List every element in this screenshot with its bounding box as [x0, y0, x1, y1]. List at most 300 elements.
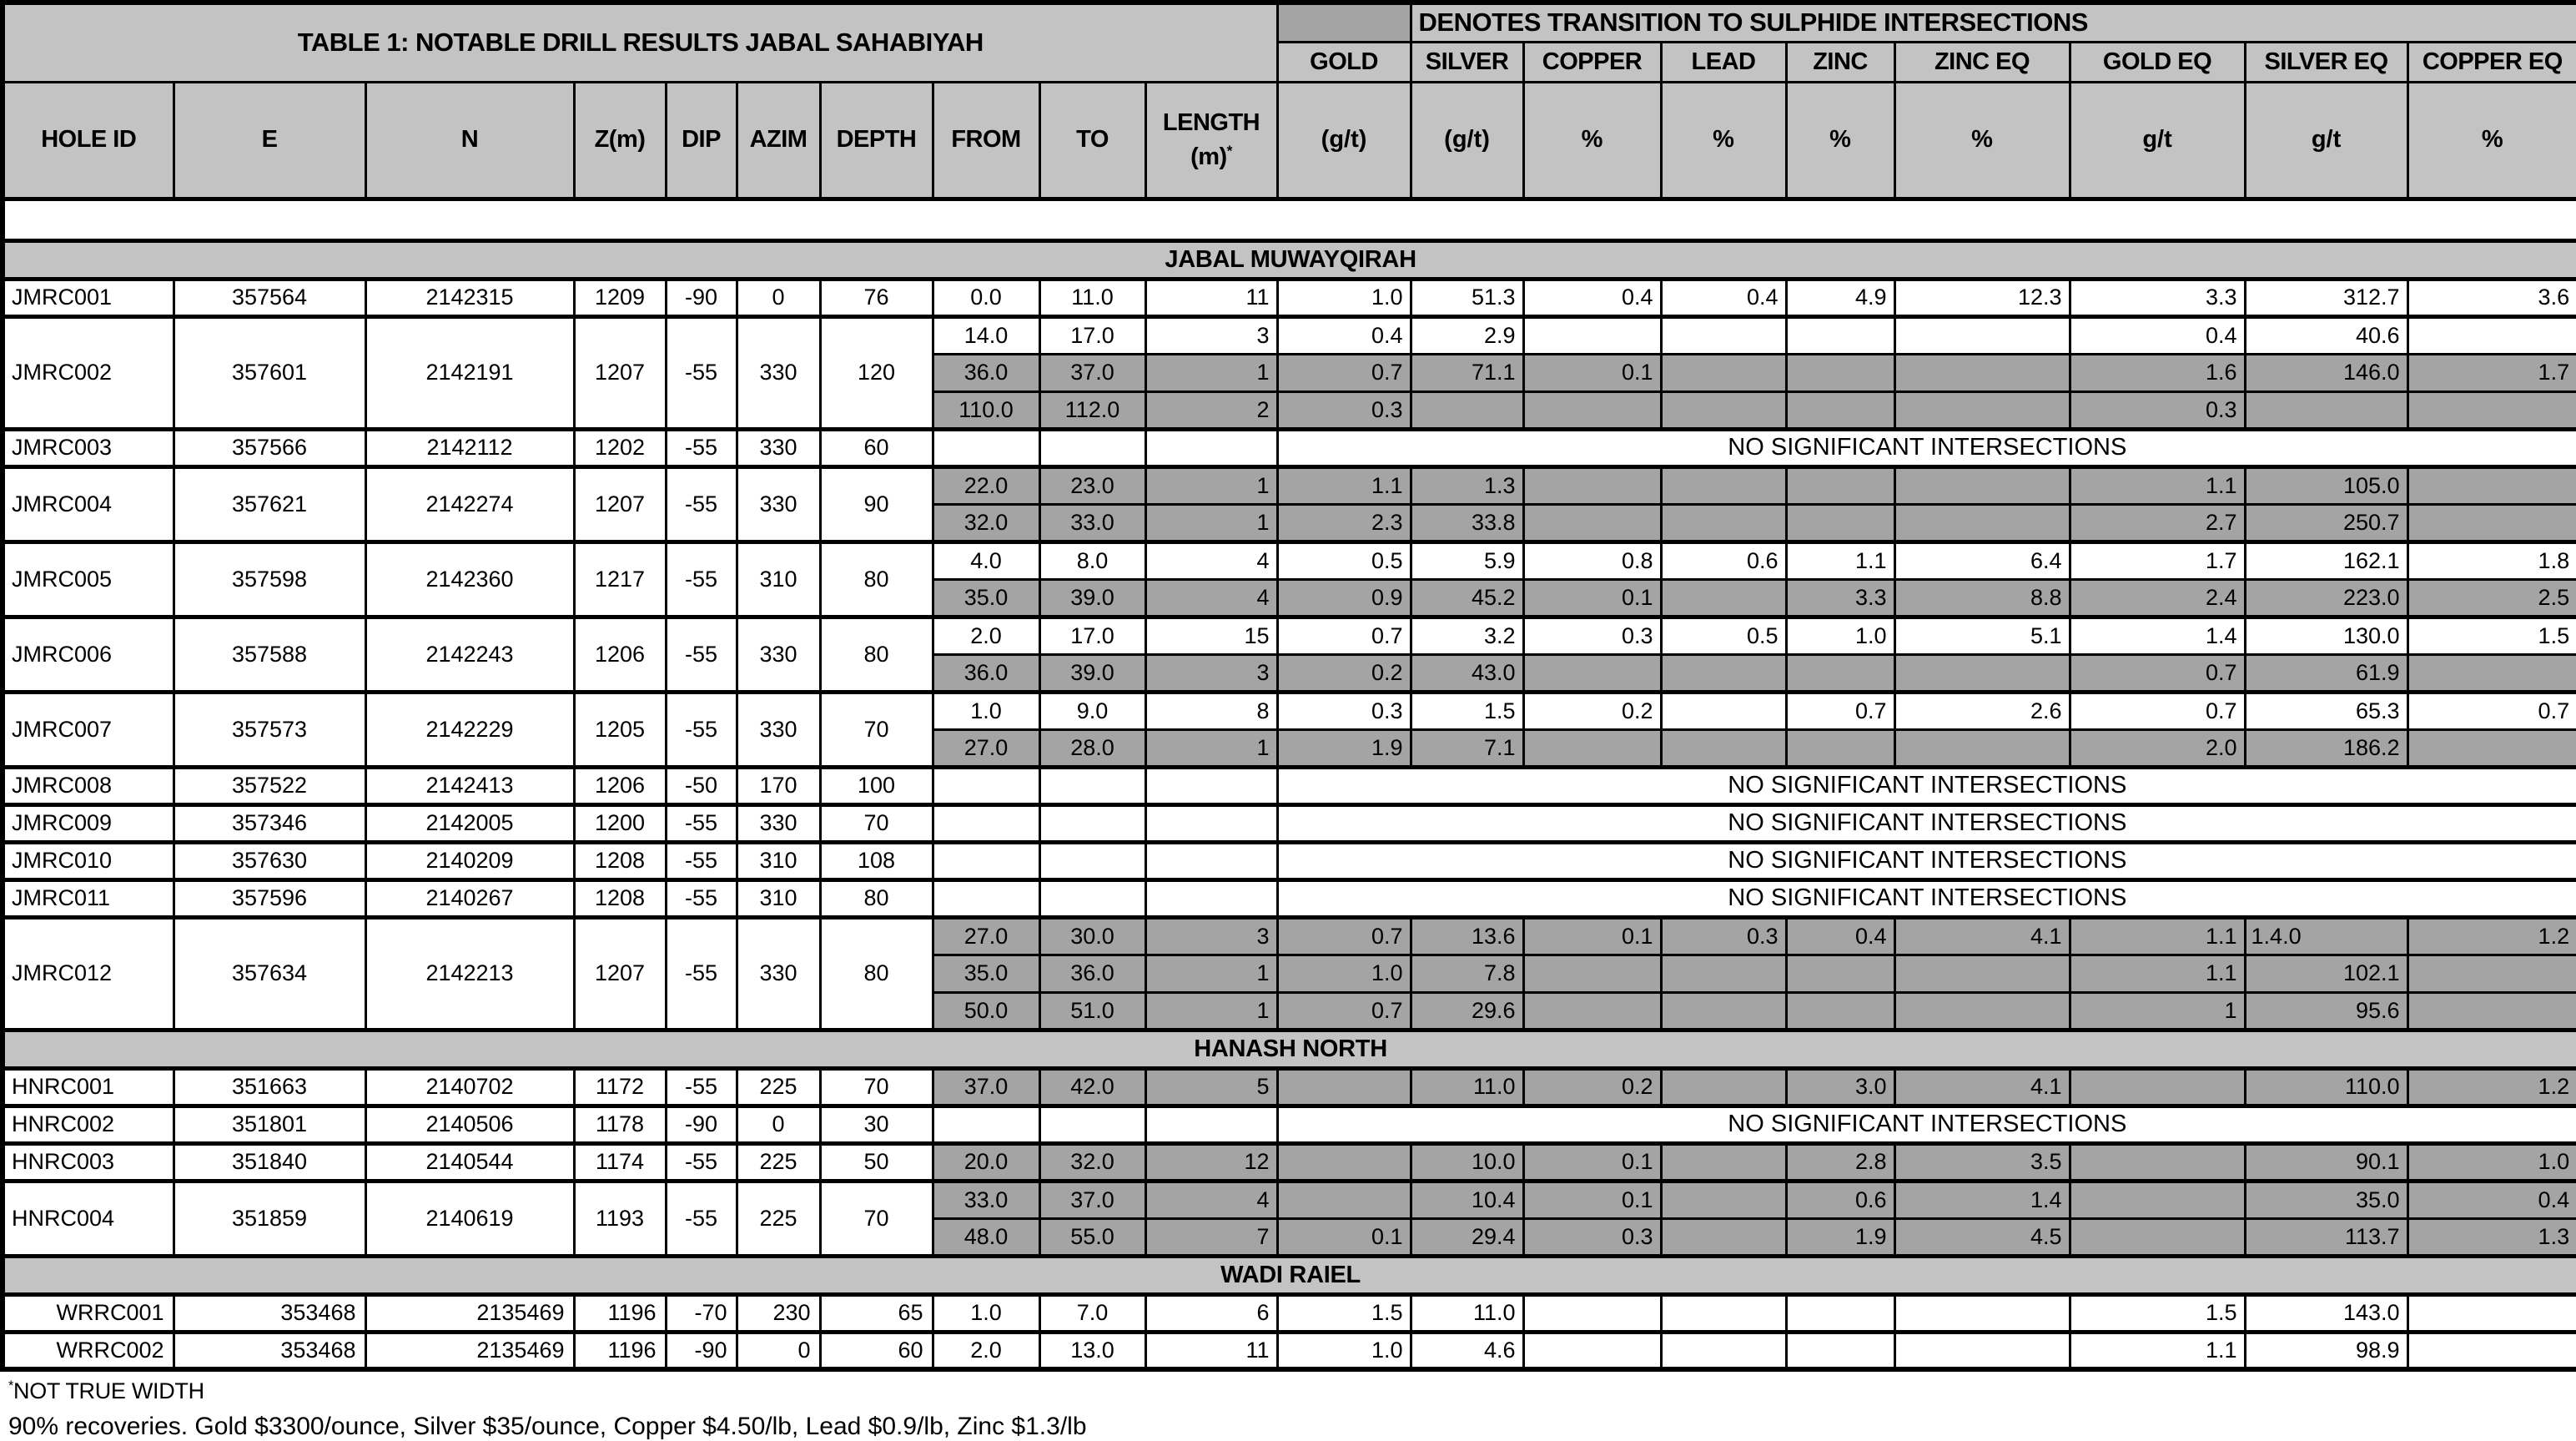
- cell-azimuth: 310: [737, 542, 820, 617]
- cell-assay-copper: 0.2: [1523, 1068, 1661, 1106]
- cell-depth: 80: [820, 917, 933, 1030]
- cell-assay-lead: [1661, 391, 1786, 429]
- column-header-7: FROM: [933, 82, 1039, 199]
- cell-assay-silver: 13.6: [1411, 917, 1523, 955]
- cell-length: 1: [1145, 955, 1277, 992]
- cell-assay-gold-eq: 1.6: [2070, 354, 2245, 391]
- cell-assay-silver-eq: 110.0: [2245, 1068, 2407, 1106]
- cell-assay-zinc-eq: [1894, 1294, 2070, 1332]
- column-header-6: DEPTH: [820, 82, 933, 199]
- cell-to: 36.0: [1039, 955, 1145, 992]
- cell-to: [1039, 804, 1145, 842]
- cell-assay-lead: [1661, 955, 1786, 992]
- cell-hole-id: HNRC002: [3, 1106, 174, 1143]
- cell-assay-zinc: 1.1: [1786, 542, 1894, 579]
- cell-assay-zinc-eq: [1894, 391, 2070, 429]
- cell-from: 20.0: [933, 1143, 1039, 1181]
- cell-assay-zinc-eq: [1894, 729, 2070, 767]
- cell-northing: 2142213: [365, 917, 574, 1030]
- cell-assay-copper: 0.1: [1523, 917, 1661, 955]
- cell-assay-zinc: [1786, 354, 1894, 391]
- cell-assay-zinc: 2.8: [1786, 1143, 1894, 1181]
- table-row: [3, 617, 2576, 654]
- cell-length: 4: [1145, 1181, 1277, 1218]
- cell-assay-gold-eq: 2.4: [2070, 579, 2245, 617]
- cell-assay-gold: 0.9: [1277, 579, 1411, 617]
- no-significant-intersections: NO SIGNIFICANT INTERSECTIONS: [1277, 429, 2576, 466]
- cell-assay-lead: [1661, 466, 1786, 504]
- cell-length: 15: [1145, 617, 1277, 654]
- no-significant-intersections: NO SIGNIFICANT INTERSECTIONS: [1277, 804, 2576, 842]
- cell-dip: -50: [666, 767, 737, 804]
- cell-length: 4: [1145, 579, 1277, 617]
- cell-hole-id: JMRC008: [3, 767, 174, 804]
- cell-assay-gold: 0.7: [1277, 354, 1411, 391]
- cell-assay-silver: 7.1: [1411, 729, 1523, 767]
- cell-length: [1145, 879, 1277, 917]
- unit-header-zinc: %: [1786, 82, 1894, 199]
- cell-assay-zinc: [1786, 1294, 1894, 1332]
- cell-elevation: 1174: [574, 1143, 666, 1181]
- cell-assay-lead: [1661, 504, 1786, 542]
- cell-assay-gold-eq: [2070, 1143, 2245, 1181]
- table-row: [3, 1143, 2576, 1181]
- cell-depth: 65: [820, 1294, 933, 1332]
- cell-length: 3: [1145, 917, 1277, 955]
- cell-length: 1: [1145, 992, 1277, 1030]
- cell-dip: -55: [666, 429, 737, 466]
- unit-header-copper: %: [1523, 82, 1661, 199]
- cell-assay-gold: 1.5: [1277, 1294, 1411, 1332]
- cell-assay-lead: 0.5: [1661, 617, 1786, 654]
- cell-assay-zinc: [1786, 391, 1894, 429]
- cell-to: 39.0: [1039, 579, 1145, 617]
- cell-azimuth: 225: [737, 1068, 820, 1106]
- cell-assay-lead: [1661, 654, 1786, 692]
- table-row: [3, 199, 2576, 240]
- cell-depth: 60: [820, 429, 933, 466]
- cell-elevation: 1209: [574, 279, 666, 316]
- cell-hole-id: JMRC012: [3, 917, 174, 1030]
- cell-depth: 100: [820, 767, 933, 804]
- cell-assay-zinc: [1786, 955, 1894, 992]
- cell-assay-copper: [1523, 1332, 1661, 1369]
- metal-header-silver-eq: SILVER EQ: [2245, 42, 2407, 82]
- cell-hole-id: JMRC002: [3, 316, 174, 429]
- cell-length: 1: [1145, 466, 1277, 504]
- cell-assay-silver-eq: 146.0: [2245, 354, 2407, 391]
- cell-assay-lead: [1661, 1332, 1786, 1369]
- cell-assay-lead: 0.6: [1661, 542, 1786, 579]
- cell-from: 35.0: [933, 955, 1039, 992]
- cell-azimuth: 310: [737, 842, 820, 879]
- cell-depth: 108: [820, 842, 933, 879]
- cell-assay-zinc: 1.0: [1786, 617, 1894, 654]
- spacer-row-cell: [3, 199, 2576, 240]
- cell-hole-id: JMRC006: [3, 617, 174, 692]
- unit-header-silver: (g/t): [1411, 82, 1523, 199]
- cell-elevation: 1178: [574, 1106, 666, 1143]
- cell-depth: 70: [820, 1068, 933, 1106]
- cell-to: 32.0: [1039, 1143, 1145, 1181]
- cell-dip: -55: [666, 1143, 737, 1181]
- cell-assay-lead: [1661, 729, 1786, 767]
- cell-assay-copper-eq: [2407, 992, 2576, 1030]
- cell-elevation: 1207: [574, 466, 666, 542]
- cell-length: [1145, 1106, 1277, 1143]
- cell-easting: 357588: [174, 617, 365, 692]
- cell-elevation: 1208: [574, 879, 666, 917]
- cell-dip: -55: [666, 692, 737, 767]
- cell-assay-silver: 29.4: [1411, 1218, 1523, 1256]
- cell-assay-copper-eq: [2407, 1332, 2576, 1369]
- cell-assay-lead: [1661, 354, 1786, 391]
- footnotes: [8, 1378, 2576, 1441]
- cell-assay-copper: 0.3: [1523, 1218, 1661, 1256]
- metal-header-zinc: ZINC: [1786, 42, 1894, 82]
- cell-azimuth: 0: [737, 1106, 820, 1143]
- cell-from: 27.0: [933, 729, 1039, 767]
- cell-assay-copper: [1523, 391, 1661, 429]
- cell-assay-zinc-eq: [1894, 354, 2070, 391]
- cell-easting: 357564: [174, 279, 365, 316]
- section-header: HANASH NORTH: [3, 1030, 2576, 1068]
- cell-assay-lead: [1661, 1294, 1786, 1332]
- cell-depth: 80: [820, 542, 933, 617]
- cell-to: 39.0: [1039, 654, 1145, 692]
- cell-azimuth: 225: [737, 1143, 820, 1181]
- cell-elevation: 1200: [574, 804, 666, 842]
- cell-assay-gold-eq: 0.3: [2070, 391, 2245, 429]
- cell-assay-copper: 0.1: [1523, 579, 1661, 617]
- cell-assay-silver-eq: 223.0: [2245, 579, 2407, 617]
- cell-northing: 2140209: [365, 842, 574, 879]
- cell-depth: 30: [820, 1106, 933, 1143]
- cell-to: 13.0: [1039, 1332, 1145, 1369]
- cell-assay-zinc-eq: 2.6: [1894, 692, 2070, 729]
- table-row: [3, 767, 2576, 804]
- cell-assay-gold-eq: 1.1: [2070, 466, 2245, 504]
- metal-header-copper: COPPER: [1523, 42, 1661, 82]
- cell-assay-gold-eq: 0.7: [2070, 692, 2245, 729]
- cell-hole-id: JMRC007: [3, 692, 174, 767]
- cell-elevation: 1196: [574, 1332, 666, 1369]
- cell-assay-zinc: [1786, 466, 1894, 504]
- cell-easting: 351801: [174, 1106, 365, 1143]
- cell-assay-copper: 0.4: [1523, 279, 1661, 316]
- cell-assay-silver: 51.3: [1411, 279, 1523, 316]
- cell-elevation: 1208: [574, 842, 666, 879]
- cell-azimuth: 310: [737, 879, 820, 917]
- cell-elevation: 1172: [574, 1068, 666, 1106]
- cell-assay-copper: [1523, 316, 1661, 354]
- cell-northing: 2142413: [365, 767, 574, 804]
- cell-assay-gold: 0.7: [1277, 917, 1411, 955]
- cell-from: 14.0: [933, 316, 1039, 354]
- cell-to: [1039, 429, 1145, 466]
- table-row: [3, 279, 2576, 316]
- cell-assay-silver: 5.9: [1411, 542, 1523, 579]
- cell-assay-silver-eq: 61.9: [2245, 654, 2407, 692]
- cell-assay-copper-eq: [2407, 654, 2576, 692]
- table-row: [3, 1068, 2576, 1106]
- cell-to: 112.0: [1039, 391, 1145, 429]
- cell-from: 2.0: [933, 1332, 1039, 1369]
- cell-assay-gold: 0.7: [1277, 992, 1411, 1030]
- cell-assay-copper-eq: 1.0: [2407, 1143, 2576, 1181]
- cell-assay-silver-eq: 65.3: [2245, 692, 2407, 729]
- cell-assay-copper: 0.1: [1523, 354, 1661, 391]
- cell-assay-gold-eq: [2070, 1068, 2245, 1106]
- cell-to: 23.0: [1039, 466, 1145, 504]
- cell-assay-gold-eq: 1.1: [2070, 1332, 2245, 1369]
- unit-header-silver-eq: g/t: [2245, 82, 2407, 199]
- cell-dip: -55: [666, 879, 737, 917]
- cell-northing: 2142274: [365, 466, 574, 542]
- cell-assay-silver-eq: 130.0: [2245, 617, 2407, 654]
- cell-assay-gold: 0.7: [1277, 617, 1411, 654]
- cell-assay-copper: 0.8: [1523, 542, 1661, 579]
- cell-hole-id: JMRC003: [3, 429, 174, 466]
- cell-dip: -55: [666, 617, 737, 692]
- unit-header-lead: %: [1661, 82, 1786, 199]
- cell-to: 30.0: [1039, 917, 1145, 955]
- cell-assay-zinc: 0.6: [1786, 1181, 1894, 1218]
- cell-assay-gold-eq: [2070, 1218, 2245, 1256]
- cell-to: 28.0: [1039, 729, 1145, 767]
- cell-azimuth: 0: [737, 279, 820, 316]
- cell-northing: 2142360: [365, 542, 574, 617]
- cell-assay-silver-eq: 162.1: [2245, 542, 2407, 579]
- cell-assay-zinc: 3.3: [1786, 579, 1894, 617]
- cell-from: [933, 767, 1039, 804]
- cell-dip: -90: [666, 279, 737, 316]
- cell-dip: -90: [666, 1332, 737, 1369]
- cell-assay-gold: 1.0: [1277, 1332, 1411, 1369]
- cell-assay-silver: 10.0: [1411, 1143, 1523, 1181]
- cell-to: 7.0: [1039, 1294, 1145, 1332]
- cell-to: 17.0: [1039, 316, 1145, 354]
- cell-assay-copper: [1523, 1294, 1661, 1332]
- cell-assay-lead: [1661, 579, 1786, 617]
- cell-assay-gold: 1.1: [1277, 466, 1411, 504]
- cell-length: 3: [1145, 316, 1277, 354]
- cell-from: [933, 879, 1039, 917]
- cell-assay-lead: [1661, 1218, 1786, 1256]
- cell-from: 22.0: [933, 466, 1039, 504]
- cell-assay-zinc: 0.4: [1786, 917, 1894, 955]
- table-row: [3, 1030, 2576, 1068]
- cell-assay-zinc: [1786, 316, 1894, 354]
- cell-assay-copper-eq: 2.5: [2407, 579, 2576, 617]
- cell-easting: 351840: [174, 1143, 365, 1181]
- cell-length: 2: [1145, 391, 1277, 429]
- cell-northing: 2142191: [365, 316, 574, 429]
- cell-assay-copper-eq: 1.7: [2407, 354, 2576, 391]
- cell-assay-silver-eq: 95.6: [2245, 992, 2407, 1030]
- cell-from: 36.0: [933, 354, 1039, 391]
- metal-header-gold: GOLD: [1277, 42, 1411, 82]
- cell-from: 48.0: [933, 1218, 1039, 1256]
- cell-length: 1: [1145, 354, 1277, 391]
- cell-assay-copper-eq: 1.8: [2407, 542, 2576, 579]
- cell-from: 33.0: [933, 1181, 1039, 1218]
- cell-assay-copper-eq: [2407, 729, 2576, 767]
- cell-depth: 60: [820, 1332, 933, 1369]
- cell-assay-silver-eq: 90.1: [2245, 1143, 2407, 1181]
- cell-assay-zinc-eq: 8.8: [1894, 579, 2070, 617]
- cell-assay-silver: 7.8: [1411, 955, 1523, 992]
- cell-elevation: 1206: [574, 767, 666, 804]
- cell-easting: 357522: [174, 767, 365, 804]
- cell-assay-zinc: [1786, 992, 1894, 1030]
- cell-easting: 357566: [174, 429, 365, 466]
- unit-header-zinc-eq: %: [1894, 82, 2070, 199]
- cell-azimuth: 330: [737, 466, 820, 542]
- cell-easting: 351859: [174, 1181, 365, 1256]
- cell-length: 3: [1145, 654, 1277, 692]
- cell-easting: 351663: [174, 1068, 365, 1106]
- cell-assay-silver-eq: [2245, 391, 2407, 429]
- cell-assay-zinc-eq: 12.3: [1894, 279, 2070, 316]
- column-header-2: N: [365, 82, 574, 199]
- cell-from: 37.0: [933, 1068, 1039, 1106]
- no-significant-intersections: NO SIGNIFICANT INTERSECTIONS: [1277, 842, 2576, 879]
- section-header: JABAL MUWAYQIRAH: [3, 240, 2576, 279]
- cell-to: [1039, 879, 1145, 917]
- cell-hole-id: JMRC001: [3, 279, 174, 316]
- cell-assay-copper-eq: 1.2: [2407, 917, 2576, 955]
- cell-assay-zinc: 0.7: [1786, 692, 1894, 729]
- table-row: [3, 804, 2576, 842]
- cell-assay-gold: 0.3: [1277, 391, 1411, 429]
- cell-assay-copper-eq: 1.3: [2407, 1218, 2576, 1256]
- cell-depth: 70: [820, 804, 933, 842]
- cell-elevation: 1202: [574, 429, 666, 466]
- table-row: [3, 3, 2576, 42]
- cell-dip: -55: [666, 842, 737, 879]
- cell-dip: -55: [666, 542, 737, 617]
- cell-length: 4: [1145, 542, 1277, 579]
- cell-assay-lead: 0.3: [1661, 917, 1786, 955]
- table-row: [3, 542, 2576, 579]
- cell-northing: 2140702: [365, 1068, 574, 1106]
- sulphide-legend-swatch: [1277, 3, 1411, 42]
- table-row: [3, 82, 2576, 199]
- column-header-4: DIP: [666, 82, 737, 199]
- cell-azimuth: 330: [737, 316, 820, 429]
- unit-header-gold: (g/t): [1277, 82, 1411, 199]
- cell-azimuth: 170: [737, 767, 820, 804]
- cell-from: 35.0: [933, 579, 1039, 617]
- cell-northing: 2140506: [365, 1106, 574, 1143]
- cell-assay-copper-eq: 1.5: [2407, 617, 2576, 654]
- cell-to: [1039, 842, 1145, 879]
- cell-assay-silver-eq: 98.9: [2245, 1332, 2407, 1369]
- cell-from: 27.0: [933, 917, 1039, 955]
- cell-length: 5: [1145, 1068, 1277, 1106]
- cell-depth: 76: [820, 279, 933, 316]
- cell-hole-id: HNRC003: [3, 1143, 174, 1181]
- metal-header-silver: SILVER: [1411, 42, 1523, 82]
- cell-azimuth: 225: [737, 1181, 820, 1256]
- cell-from: 1.0: [933, 692, 1039, 729]
- cell-from: 2.0: [933, 617, 1039, 654]
- cell-assay-copper-eq: [2407, 391, 2576, 429]
- unit-header-gold-eq: g/t: [2070, 82, 2245, 199]
- cell-assay-copper-eq: [2407, 504, 2576, 542]
- unit-header-copper-eq: %: [2407, 82, 2576, 199]
- footnote-recoveries: 90% recoveries. Gold $3300/ounce, Silver $35/ounce, Copper $4.50/lb, Lead $0.9/lb, Zinc $1.3/lb: [8, 1413, 1087, 1440]
- cell-assay-silver: 29.6: [1411, 992, 1523, 1030]
- cell-assay-gold-eq: 2.7: [2070, 504, 2245, 542]
- cell-dip: -55: [666, 1068, 737, 1106]
- cell-assay-silver: 2.9: [1411, 316, 1523, 354]
- cell-to: 55.0: [1039, 1218, 1145, 1256]
- cell-assay-silver: 33.8: [1411, 504, 1523, 542]
- table-row: [3, 1181, 2576, 1218]
- cell-hole-id: HNRC001: [3, 1068, 174, 1106]
- table-row: [3, 1106, 2576, 1143]
- cell-assay-silver-eq: 186.2: [2245, 729, 2407, 767]
- cell-assay-gold: 2.3: [1277, 504, 1411, 542]
- cell-from: 32.0: [933, 504, 1039, 542]
- column-header-5: AZIM: [737, 82, 820, 199]
- cell-northing: 2142243: [365, 617, 574, 692]
- cell-assay-copper-eq: 0.7: [2407, 692, 2576, 729]
- cell-dip: -55: [666, 917, 737, 1030]
- cell-easting: 357621: [174, 466, 365, 542]
- cell-assay-silver-eq: 35.0: [2245, 1181, 2407, 1218]
- cell-assay-silver: 4.6: [1411, 1332, 1523, 1369]
- cell-from: 50.0: [933, 992, 1039, 1030]
- cell-easting: 353468: [174, 1332, 365, 1369]
- column-header-1: E: [174, 82, 365, 199]
- cell-assay-copper-eq: 0.4: [2407, 1181, 2576, 1218]
- cell-easting: 357598: [174, 542, 365, 617]
- cell-to: 51.0: [1039, 992, 1145, 1030]
- cell-elevation: 1207: [574, 917, 666, 1030]
- cell-length: 1: [1145, 729, 1277, 767]
- cell-assay-copper: [1523, 654, 1661, 692]
- table-row: [3, 429, 2576, 466]
- cell-assay-lead: [1661, 692, 1786, 729]
- cell-dip: -55: [666, 466, 737, 542]
- cell-elevation: 1193: [574, 1181, 666, 1256]
- cell-depth: 120: [820, 316, 933, 429]
- cell-to: 11.0: [1039, 279, 1145, 316]
- cell-assay-copper: [1523, 992, 1661, 1030]
- cell-northing: 2142112: [365, 429, 574, 466]
- cell-assay-copper: [1523, 504, 1661, 542]
- cell-assay-zinc-eq: [1894, 955, 2070, 992]
- cell-length: 11: [1145, 279, 1277, 316]
- cell-length: [1145, 842, 1277, 879]
- cell-assay-gold-eq: 1.1: [2070, 955, 2245, 992]
- cell-depth: 70: [820, 692, 933, 767]
- cell-azimuth: 230: [737, 1294, 820, 1332]
- cell-assay-copper-eq: 3.6: [2407, 279, 2576, 316]
- cell-assay-gold-eq: 1: [2070, 992, 2245, 1030]
- cell-easting: 357630: [174, 842, 365, 879]
- cell-assay-silver-eq: 105.0: [2245, 466, 2407, 504]
- table-row: [3, 1332, 2576, 1369]
- cell-assay-zinc-eq: [1894, 466, 2070, 504]
- cell-assay-zinc-eq: 4.1: [1894, 917, 2070, 955]
- cell-assay-copper-eq: [2407, 955, 2576, 992]
- cell-northing: 2142229: [365, 692, 574, 767]
- cell-northing: 2140544: [365, 1143, 574, 1181]
